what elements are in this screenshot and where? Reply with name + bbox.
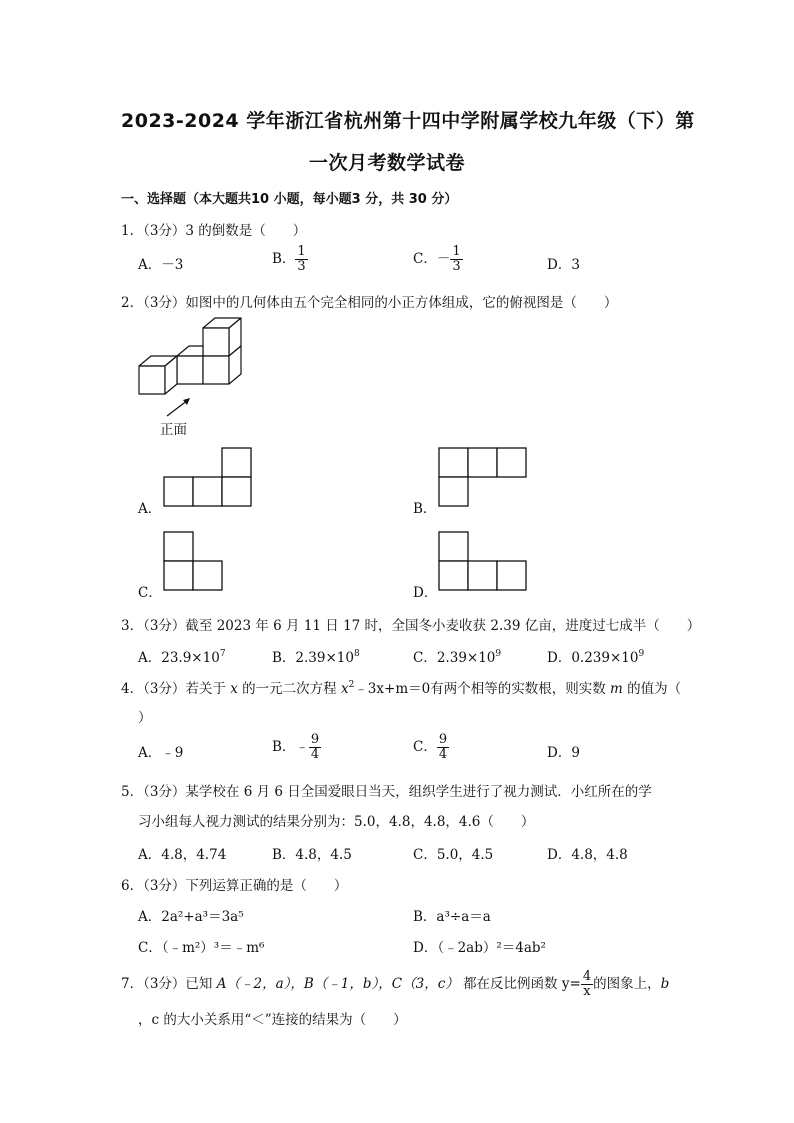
q5-option-d: D．4.8，4.8 <box>547 847 628 863</box>
q4-c-numerator: 9 <box>438 732 448 747</box>
q4-stem-part4: 的值为（ <box>627 681 682 697</box>
q2-option-d-label: D． <box>413 585 438 601</box>
q5-stem-line1: 5．（3分）某学校在 6 月 6 日全国爱眼日当天，组织学生进行了视力测试．小红所在的学 <box>121 784 652 800</box>
q7-var-b: b <box>660 976 670 992</box>
q4-var-x: x <box>230 681 238 697</box>
q6-option-b: B．a³÷a＝a <box>413 909 491 925</box>
q4-option-b <box>272 733 321 762</box>
arrow-icon <box>164 396 194 418</box>
q1-option-c-fraction <box>450 245 462 274</box>
q1-option-c-label: C．－ <box>413 251 451 267</box>
q1-option-b-fraction <box>295 245 307 274</box>
page-title-line-1: 2023-2024 学年浙江省杭州第十四中学附属学校九年级（下）第 <box>121 110 695 132</box>
q3-a-base: 23.9×10 <box>161 650 220 666</box>
q1-stem: 1．（3分）3 的倒数是（ ） <box>121 223 307 239</box>
q7-func-y: y= <box>561 976 581 992</box>
q2-c-grid <box>161 531 225 593</box>
q2-option-a-view <box>161 447 253 513</box>
q7-stem-line1 <box>121 970 669 999</box>
q3-option-b <box>272 646 360 666</box>
q4-stem-part3: 有两个相等的实数根，则实数 <box>430 681 606 697</box>
q1-b-denominator: 3 <box>297 259 306 274</box>
q1-option-b-label: B． <box>272 251 296 267</box>
q4-option-a: A．﹣9 <box>138 745 184 761</box>
q4-b-numerator: 9 <box>310 732 320 747</box>
q3-option-d <box>547 646 644 666</box>
cube-front-middle <box>177 356 203 384</box>
q4-b-sign: ﹣ <box>295 739 309 755</box>
q3-option-a <box>138 646 226 666</box>
q1-option-b <box>272 245 308 274</box>
q4-option-d: D．9 <box>547 745 580 761</box>
cube-solid-drawing <box>136 316 251 396</box>
q4-b-denominator: 4 <box>310 747 320 762</box>
q2-option-c-view <box>161 531 225 597</box>
q3-c-exponent: 9 <box>495 649 502 659</box>
q4-c-fraction <box>437 733 449 762</box>
q2-option-a-label: A． <box>138 501 162 517</box>
q3-b-exponent: 8 <box>353 649 360 659</box>
q4-c-denominator: 4 <box>438 747 448 762</box>
q4-stem-line2: ） <box>138 710 152 726</box>
q3-d-exponent: 9 <box>638 649 645 659</box>
q1-option-c <box>413 245 463 274</box>
front-label: 正面 <box>160 422 187 438</box>
q4-c-label: C． <box>413 739 437 755</box>
q6-option-d: D．（﹣2ab）²＝4ab² <box>413 940 546 956</box>
q7-func-denominator: x <box>583 984 591 999</box>
q6-stem: 6．（3分）下列运算正确的是（ ） <box>121 878 348 894</box>
q2-option-b-view <box>436 447 528 513</box>
q4-eq-exponent: 2 <box>348 680 355 690</box>
q6-option-c: C．（﹣m²）³＝﹣m⁶ <box>138 940 265 956</box>
cube-front-upper <box>203 328 229 356</box>
q2-stem: 2．（3分）如图中的几何体由五个完全相同的小正方体组成，它的俯视图是（ ） <box>121 295 618 311</box>
q5-option-a: A．4.8，4.74 <box>138 847 227 863</box>
q3-stem: 3．（3分）截至 2023 年 6 月 11 日 17 时，全国冬小麦收获 2.39 亿亩，进度过七成半（ ） <box>121 618 701 634</box>
q1-c-denominator: 3 <box>452 259 461 274</box>
q2-b-grid <box>436 447 528 509</box>
q4-eq-rest: ﹣3x+m＝0 <box>354 681 431 697</box>
q4-eq-x: x <box>340 681 349 697</box>
q5-stem-line2: 习小组每人视力测试的结果分别为：5.0，4.8，4.8，4.6（ ） <box>138 814 535 830</box>
q3-d-base: 0.239×10 <box>571 650 639 666</box>
q4-b-fraction <box>309 733 321 762</box>
q2-solid-figure <box>136 316 251 400</box>
q2-option-d-view <box>436 531 528 597</box>
page-title-line-2: 一次月考数学试卷 <box>309 152 466 174</box>
q3-a-label: A． <box>138 650 162 666</box>
q6-option-a: A．2a²+a³＝3a⁵ <box>138 909 244 925</box>
q3-d-label: D． <box>547 650 572 666</box>
q3-c-base: 2.39×10 <box>436 650 496 666</box>
section-heading-choice: 一、选择题（本大题共10 小题，每小题3 分，共 30 分） <box>121 192 458 207</box>
q7-func-fraction <box>581 970 593 999</box>
q3-b-label: B． <box>272 650 296 666</box>
q7-stem-line2: ，c 的大小关系用“＜”连接的结果为（ ） <box>138 1012 407 1028</box>
q1-c-numerator: 1 <box>452 244 461 259</box>
q4-b-label: B． <box>272 739 296 755</box>
q7-func-numerator: 4 <box>582 969 592 984</box>
q3-b-base: 2.39×10 <box>295 650 354 666</box>
q2-d-grid <box>436 531 528 593</box>
q5-option-b: B．4.8，4.5 <box>272 847 352 863</box>
q3-option-c <box>413 646 501 666</box>
q5-option-c: C．5.0，4.5 <box>413 847 494 863</box>
q4-stem-part2: 的一元二次方程 <box>242 681 337 697</box>
q4-stem-part1: 4．（3分）若关于 <box>121 681 226 697</box>
q3-a-exponent: 7 <box>219 649 226 659</box>
q4-stem <box>121 677 681 697</box>
q4-var-m: m <box>610 681 623 697</box>
q2-option-b-label: B． <box>413 501 437 517</box>
q3-c-label: C． <box>413 650 437 666</box>
q1-option-d: D．3 <box>547 257 580 273</box>
cube-front-right <box>203 356 229 384</box>
q7-stem-part2: 都在反比例函数 <box>463 976 558 992</box>
q7-stem-part3: 的图象上， <box>593 976 661 992</box>
cube-front-left <box>139 366 165 394</box>
q4-option-c <box>413 733 449 762</box>
q1-b-numerator: 1 <box>297 244 306 259</box>
q1-option-a: A．－3 <box>138 257 184 273</box>
q2-option-c-label: C． <box>138 585 162 601</box>
q7-points: A（﹣2，a），B（﹣1，b），C（3，c） <box>216 976 459 992</box>
q7-stem-part1: 7．（3分）已知 <box>121 976 213 992</box>
q2-a-grid <box>161 447 253 509</box>
